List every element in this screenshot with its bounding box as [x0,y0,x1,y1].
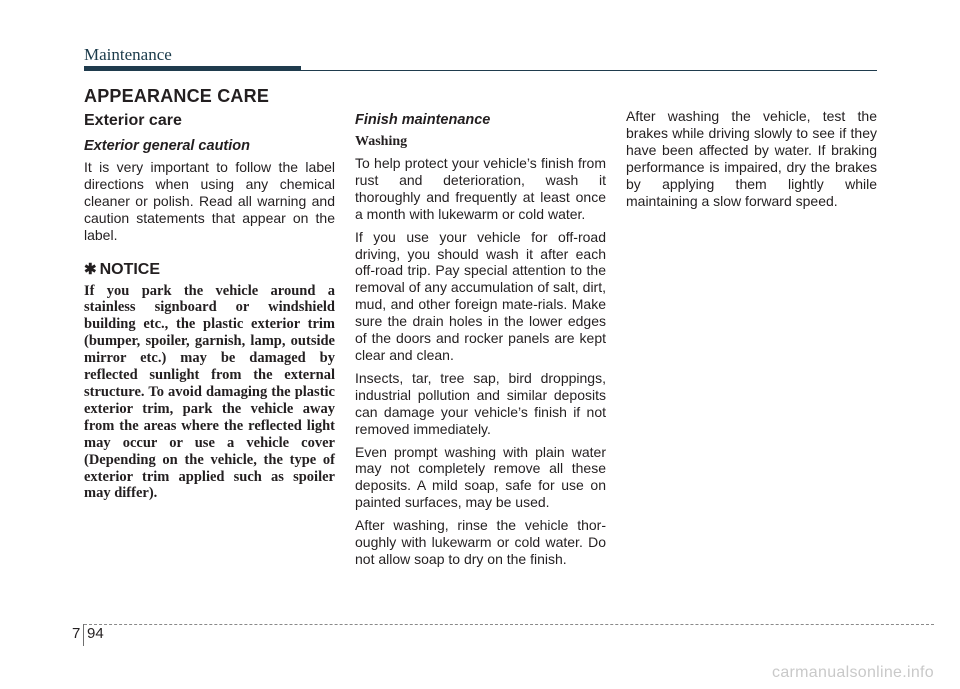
header-title: Maintenance [84,45,172,64]
brake-test-paragraph: After washing the vehicle, test the brakes while driving slowly to see if they have been affected by water. If braking performance is impaired, dry the brakes by applying them lightly while maintaining a slow forward speed. [626,108,877,209]
washing-paragraph-2: If you use your vehicle for off-road driving, you should wash it after each off-road trip. Pay special attention to the removal of any accumulation of salt, dirt, mud, and other foreign mate-rials. Make sure the drain holes in the lower edges of the doors and rocker panels are kept clear and clean. [355,228,606,363]
notice-text: If you park the vehicle around a stainless signboard or windshield building etc., the plastic exterior trim (bumper, spoiler, garnish, lamp, outside mirror etc.) may be damaged by reflected sunlight from the external structure. To avoid damaging the plastic exterior trim, park the vehicle away from the areas where the reflected light may occur or use a vehicle cover (Depending on the vehicle, the type of exterior trim applied such as spoiler may differ). [84,282,335,502]
finish-maintenance-subheading: Finish maintenance [355,112,491,128]
watermark: carmanualsonline.info [772,664,934,681]
footer-divider [84,624,934,625]
section-number: 7 [72,625,81,642]
header-rule-thin [301,70,877,71]
column-right [626,108,877,215]
washing-paragraph-4: Even prompt washing with plain water may not completely remove all these deposits. A mild soap, safe for use on painted surfaces, may be used. [355,443,606,511]
exterior-care-heading: Exterior care [84,112,182,129]
page-number: 94 [87,625,104,642]
washing-paragraph-5: After washing, rinse the vehicle thor-oughly with lukewarm or cold water. Do not allow soap to dry on the finish. [355,517,606,567]
notice-label: NOTICE [99,260,161,278]
exterior-caution-subheading: Exterior general caution [84,138,250,154]
washing-heading: Washing [355,134,408,149]
star-icon: ✱ [84,260,97,278]
column-left [84,108,335,502]
notice-heading [84,260,335,280]
washing-paragraph-3: Insects, tar, tree sap, bird droppings, industrial pollution and similar deposits can damage your vehicle’s finish if not removed immediately. [355,369,606,437]
section-title: APPEARANCE CARE [84,86,270,106]
column-middle [355,108,606,574]
page-number-separator [83,624,84,646]
washing-paragraph-1: To help protect your vehicle’s finish from rust and deterioration, wash it thoroughly and frequently at least once a month with lukewarm or cold water. [355,155,606,222]
header-rule-thick [84,66,301,71]
exterior-caution-paragraph: It is very important to follow the label directions when using any chemical cleaner or polish. Read all warning and caution statements that appear on the label. [84,159,335,243]
